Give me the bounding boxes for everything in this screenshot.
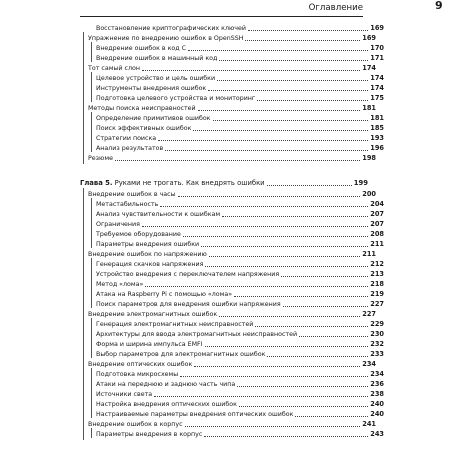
tree-line (91, 72, 92, 102)
toc-entry-page: 219 (370, 290, 384, 298)
toc-entry-title: Подготовка микросхемы (96, 371, 179, 378)
header-title: Оглавление (308, 3, 363, 13)
toc-entry[interactable] (80, 93, 384, 103)
toc-entry-page: 234 (370, 370, 384, 378)
toc-entry-title: Внедрение электромагнитных ошибок (88, 311, 218, 318)
toc-entry[interactable] (80, 419, 376, 429)
toc-entry[interactable] (80, 73, 384, 83)
toc-entry-title: Атаки на переднюю и заднюю часть чипа (96, 381, 236, 388)
toc-entry-title: Поиск параметров для внедрения ошибки напряжения (96, 301, 281, 308)
toc-entry-title: Параметры внедрения в корпус (96, 431, 203, 438)
dot-leader (267, 185, 352, 186)
toc-entry-title: Источники света (96, 391, 153, 398)
dot-leader (205, 266, 368, 267)
toc-entry-title: Внедрение ошибок по напряжению (88, 251, 207, 258)
tree-line (83, 32, 84, 164)
toc-entry-title: Ограничения (96, 221, 140, 228)
dot-leader (193, 130, 368, 131)
dot-leader (178, 196, 361, 197)
tree-line (91, 368, 92, 418)
toc-entry-title: Упражнение по внедрению ошибок в OpenSSH (88, 35, 244, 42)
tree-line (91, 258, 92, 308)
toc-entry[interactable] (80, 389, 384, 399)
toc-entry[interactable] (80, 123, 384, 133)
toc-entry-page: 169 (362, 34, 376, 42)
toc-entry[interactable] (80, 103, 376, 113)
toc-entry-page: 170 (370, 44, 384, 52)
dot-leader (295, 416, 368, 417)
toc-entry-title: Анализ результатов (96, 145, 164, 152)
toc-entry[interactable] (80, 299, 384, 309)
dot-leader (208, 90, 368, 91)
toc-entry-title: Метастабильность (96, 201, 159, 208)
header-page-number: 9 (435, 0, 443, 12)
toc-entry-title: Генерация электромагнитных неисправностей (96, 321, 254, 328)
toc-entry-page: 196 (370, 144, 384, 152)
dot-leader (188, 50, 368, 51)
dot-leader (154, 396, 368, 397)
tree-line (91, 112, 92, 152)
toc-entry-page: 199 (353, 179, 368, 187)
toc-entry-page: 240 (370, 400, 384, 408)
toc-entry[interactable] (80, 43, 384, 53)
dot-leader (237, 386, 368, 387)
toc-entry[interactable] (80, 249, 376, 259)
toc-entry[interactable] (80, 133, 384, 143)
dot-leader (222, 216, 368, 217)
toc-entry[interactable] (80, 409, 384, 419)
tree-line (91, 428, 92, 438)
toc-entry-page: 232 (370, 340, 384, 348)
toc-entry-page: 212 (370, 260, 384, 268)
dot-leader (142, 70, 360, 71)
toc-entry-page: 218 (370, 280, 384, 288)
toc-entry[interactable] (80, 189, 376, 199)
toc-entry[interactable] (80, 83, 384, 93)
toc-entry-title: Архитектуры для ввода электромагнитных неисправностей (96, 331, 298, 338)
toc-entry-title: Тот самый слон (88, 65, 140, 72)
toc-entry-page: 238 (370, 390, 384, 398)
dot-leader (219, 60, 368, 61)
dot-leader (245, 40, 360, 41)
toc-entry-title: Резюме (88, 155, 113, 162)
toc-entry-title: Настраиваемые параметры внедрения оптических ошибок (96, 411, 294, 418)
toc-entry-title: Восстановление криптографических ключей (96, 25, 246, 32)
toc-entry[interactable] (80, 113, 384, 123)
toc-entry[interactable] (80, 429, 384, 439)
toc-entry[interactable] (80, 63, 376, 73)
toc-entry-page: 230 (370, 330, 384, 338)
dot-leader (213, 120, 369, 121)
tree-line (83, 188, 84, 440)
dot-leader (234, 296, 368, 297)
dot-leader (255, 326, 368, 327)
toc-entry[interactable] (80, 209, 384, 219)
toc-entry-page: 174 (370, 74, 384, 82)
toc-entry-page: 227 (370, 300, 384, 308)
tree-line (91, 42, 92, 62)
toc-entry-page: 204 (370, 200, 384, 208)
toc-entry[interactable] (80, 53, 384, 63)
toc-entry-title: Подготовка целевого устройства и мониторинг (96, 95, 256, 102)
toc-entry[interactable] (80, 239, 384, 249)
dot-leader (219, 316, 360, 317)
toc-entry-page: 211 (362, 250, 376, 258)
toc-entry[interactable] (80, 339, 384, 349)
dot-leader (160, 206, 368, 207)
toc-entry-page: 243 (370, 430, 384, 438)
toc-entry[interactable] (80, 219, 384, 229)
toc-entry-page: 174 (362, 64, 376, 72)
dot-leader (180, 376, 368, 377)
running-header (80, 2, 363, 17)
chapter-label: Глава 5. (80, 179, 113, 187)
toc-entry[interactable] (80, 153, 376, 163)
dot-leader (185, 426, 361, 427)
dot-leader (205, 346, 369, 347)
toc-entry-page: 227 (362, 310, 376, 318)
dot-leader (198, 110, 361, 111)
toc-entry-title: Атака на Raspberry Pi с помощью «лома» (96, 291, 233, 298)
toc-entry-title: Устройство внедрения с переключателем напряжения (96, 271, 280, 278)
toc-entry[interactable] (80, 33, 376, 43)
dot-leader (194, 366, 360, 367)
dot-leader (165, 150, 368, 151)
dot-leader (183, 236, 368, 237)
toc-entry[interactable] (80, 199, 384, 209)
dot-leader (204, 436, 368, 437)
toc-entry-title: Требуемое оборудование (96, 231, 181, 238)
toc-entry-page: 207 (370, 220, 384, 228)
toc-entry-title: Внедрение ошибок в часы (88, 191, 176, 198)
toc-entry-title: Форма и ширина импульса EMFI (96, 341, 203, 348)
toc-entry-title: Внедрение оптических ошибок (88, 361, 193, 368)
toc-entry-title: Стратегии поиска (96, 135, 157, 142)
dot-leader (281, 276, 368, 277)
toc-entry-title: Настройка внедрения оптических ошибок (96, 401, 237, 408)
tree-line (91, 318, 92, 358)
dot-leader (257, 100, 368, 101)
dot-leader (115, 160, 360, 161)
dot-leader (209, 256, 360, 257)
toc-entry-page: 240 (370, 410, 384, 418)
dot-leader (267, 356, 368, 357)
toc-entry-page: 169 (370, 24, 384, 32)
toc-entry-page: 185 (370, 124, 384, 132)
toc-entry-page: 171 (370, 54, 384, 62)
toc-entry-title: Анализ чувствительности к ошибкам (96, 211, 221, 218)
toc-entry-title: Параметры внедрения ошибки (96, 241, 200, 248)
toc-entry-page: 198 (362, 154, 376, 162)
tree-line (91, 198, 92, 248)
toc-entry-page: 229 (370, 320, 384, 328)
toc-entry-title: Внедрение ошибок в машинный код (96, 55, 218, 62)
toc-entry-page: 233 (370, 350, 384, 358)
toc-entry[interactable] (80, 143, 384, 153)
dot-leader (283, 306, 369, 307)
toc-entry[interactable] (80, 309, 376, 319)
toc-entry-page: 193 (370, 134, 384, 142)
toc-entry[interactable] (80, 279, 384, 289)
toc-entry-page: 236 (370, 380, 384, 388)
toc-entry[interactable] (80, 379, 384, 389)
toc-entry-page: 175 (370, 94, 384, 102)
toc-entry-page: 208 (370, 230, 384, 238)
toc-entry[interactable] (80, 359, 376, 369)
toc-entry-title: Руками не трогать. Как внедрять ошибки (114, 179, 265, 187)
toc-entry[interactable] (80, 369, 384, 379)
toc-entry-page: 207 (370, 210, 384, 218)
toc-entry[interactable] (80, 269, 384, 279)
toc-entry-title: Целевое устройство и цель ошибки (96, 75, 216, 82)
dot-leader (299, 336, 368, 337)
toc-entry[interactable] (80, 259, 384, 269)
toc-entry-title: Методы поиска неисправностей (88, 105, 196, 112)
dot-leader (239, 406, 368, 407)
toc-entry[interactable] (80, 329, 384, 339)
toc-entry-page: 241 (362, 420, 376, 428)
toc-entry-title: Выбор параметров для электромагнитных ошибок (96, 351, 266, 358)
toc-entry-title: Внедрение ошибок в корпус (88, 421, 183, 428)
toc-entry-page: 234 (362, 360, 376, 368)
dot-leader (142, 226, 368, 227)
dot-leader (158, 140, 368, 141)
toc-entry-page: 211 (370, 240, 384, 248)
toc-entry[interactable] (80, 23, 384, 33)
toc-entry-page: 200 (362, 190, 376, 198)
toc-chapter-entry[interactable] (80, 178, 368, 188)
toc-entry-page: 181 (370, 114, 384, 122)
toc-entry[interactable] (80, 349, 384, 359)
dot-leader (201, 246, 368, 247)
toc-entry-title: Метод «лома» (96, 281, 144, 288)
toc-entry-page: 181 (362, 104, 376, 112)
toc-entry-title: Определение примитивов ошибок (96, 115, 211, 122)
dot-leader (248, 30, 368, 31)
toc-entry[interactable] (80, 289, 384, 299)
toc-entry[interactable] (80, 229, 384, 239)
toc-entry[interactable] (80, 399, 384, 409)
toc-entry-page: 174 (370, 84, 384, 92)
toc-entry-page: 213 (370, 270, 384, 278)
toc-entry-title: Поиск эффективных ошибок (96, 125, 192, 132)
toc-entry[interactable] (80, 319, 384, 329)
dot-leader (145, 286, 368, 287)
toc-entry-title: Внедрение ошибок в код C (96, 45, 186, 52)
toc-entry-title: Инструменты внедрения ошибок (96, 85, 207, 92)
toc-entry-title: Генерация скачков напряжения (96, 261, 204, 268)
dot-leader (217, 80, 368, 81)
